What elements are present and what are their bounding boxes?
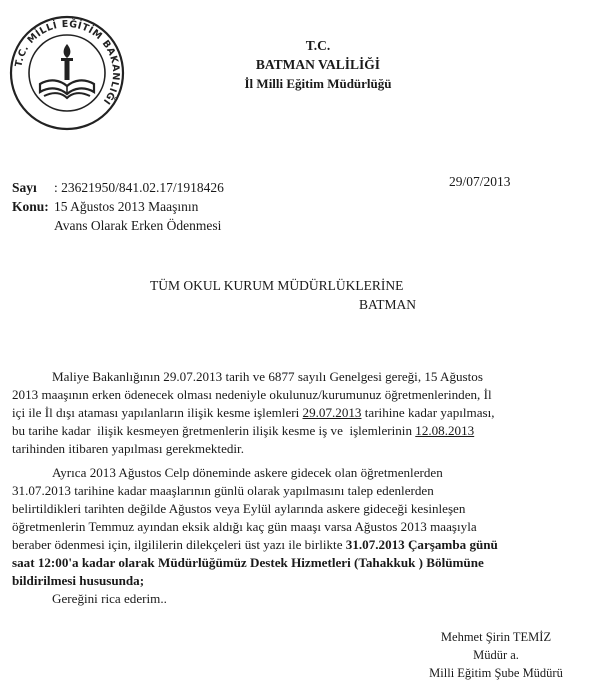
signer-title: Müdür a.	[473, 648, 519, 662]
body-line: Maliye Bakanlığının 29.07.2013 tarih ve 6877 sayılı Genelgesi gereği, 15 Ağustos	[52, 369, 483, 384]
recipient-line2: BATMAN	[359, 297, 417, 312]
svg-text:T.C. MİLLİ EĞİTİM BAKANLIĞI: T.C. MİLLİ EĞİTİM BAKANLIĞI	[13, 18, 122, 107]
body-line: öğretmenlerin Temmuz ayından eksik aldığı kaç gün maaşı varsa Ağustos 2013 maaşıyla	[12, 519, 477, 534]
letter-reference	[12, 178, 224, 235]
konu-label: Konu:	[12, 199, 49, 214]
letter-date: 29/07/2013	[449, 174, 511, 189]
signer-name: Mehmet Şirin TEMİZ	[440, 630, 552, 644]
konu-line1: 15 Ağustos 2013 Maaşının	[54, 199, 199, 214]
ministry-seal-logo	[8, 14, 126, 132]
body-line-bold: bildirilmesi hususunda;	[12, 573, 145, 588]
start-date-underlined: 12.08.2013	[415, 423, 475, 438]
header-tc: T.C.	[305, 38, 331, 53]
deadline-date-underlined: 29.07.2013	[302, 405, 362, 420]
signer-role: Milli Eğitim Şube Müdürü	[429, 666, 563, 680]
body-line: bu tarihe kadar ilişik kesmeyen ğretmenlerin ilişik kesme iş ve işlemlerinin 12.08.2013	[12, 423, 475, 438]
recipient-line1: TÜM OKUL KURUM MÜDÜRLÜKLERİNE	[150, 278, 404, 293]
closing-line: Gereğini rica ederim..	[52, 591, 167, 606]
header-directorate: İl Milli Eğitim Müdürlüğü	[244, 76, 392, 91]
deadline-bold: 31.07.2013 Çarşamba günü	[345, 537, 498, 552]
body-line: Ayrıca 2013 Ağustos Celp döneminde askere gidecek olan öğretmenlerden	[52, 465, 443, 480]
body-line: beraber ödenmesi için, ilgililerin dilekçeleri üst yazı ile birlikte 31.07.2013 Çarşamba günü	[12, 537, 498, 552]
letter-body	[12, 368, 588, 608]
body-line-bold: saat 12:00'a kadar olarak Müdürlüğümüz Destek Hizmetleri (Tahakkuk ) Bölümüne	[12, 555, 484, 570]
body-line: içi ile İl dışı ataması yapılanların ilişik kesme işlemleri 29.07.2013 tarihine kadar yapılması,	[12, 405, 495, 420]
torch-book-emblem-icon	[40, 44, 94, 98]
body-line: tarihinden itibaren yapılması gerekmektedir.	[12, 441, 244, 456]
konu-line2: Avans Olarak Erken Ödenmesi	[54, 218, 222, 233]
signature-block	[396, 628, 596, 682]
body-line: 31.07.2013 tarihine kadar maaşlarının günlü olarak yapılmasını talep edenlerden	[12, 483, 434, 498]
sayi-value: : 23621950/841.02.17/1918426	[54, 180, 224, 195]
letterhead	[168, 36, 468, 93]
body-line: belirtildikleri tarihten değilde Ağustos veya Eylül aylarında askere gideceği kesinleşen	[12, 501, 466, 516]
header-governorship: BATMAN VALİLİĞİ	[255, 57, 381, 72]
sayi-label: Sayı	[12, 180, 37, 195]
body-line: 2013 maaşının erken ödenecek olması nedeniyle okulunuz/kurumunuz öğretmenlerinden, İl	[12, 387, 492, 402]
